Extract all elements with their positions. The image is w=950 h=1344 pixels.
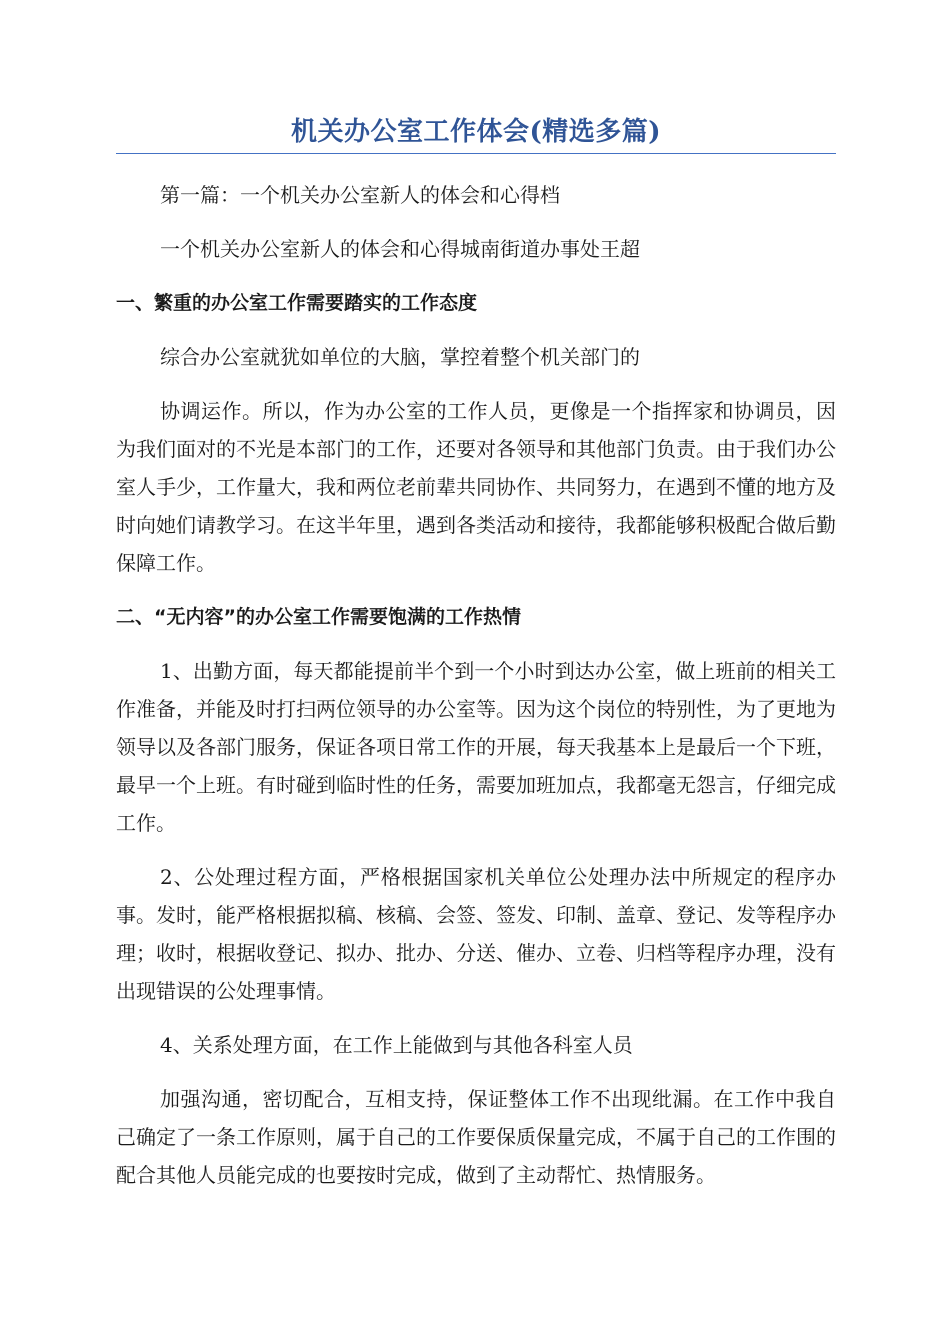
document-page: [116, 112, 836, 1194]
paragraph: 第一篇：一个机关办公室新人的体会和心得档: [160, 183, 560, 207]
paragraph: 1、出勤方面，每天都能提前半个到一个小时到达办公室，做上班前的相关工作准备，并能及时打扫两位领导的办公室等。因为这个岗位的特别性，为了更地为领导以及各部门服务，保证各项日常工作的开展，每天我基本上是最后一个下班，最早一个上班。有时碰到临时性的任务，需要加班加点，我都毫无怨言，仔细完成工作。: [116, 659, 836, 835]
section-heading: 二、“无内容”的办公室工作需要饱满的工作热情: [116, 606, 521, 628]
paragraph: 综合办公室就犹如单位的大脑，掌控着整个机关部门的: [160, 345, 640, 369]
document-title: 机关办公室工作体会(精选多篇): [290, 117, 662, 147]
paragraph: 4、关系处理方面，在工作上能做到与其他各科室人员: [160, 1033, 633, 1057]
paragraph: 协调运作。所以，作为办公室的工作人员，更像是一个指挥家和协调员，因为我们面对的不光是本部门的工作，还要对各领导和其他部门负责。由于我们办公室人手少，工作量大，我和两位老前辈共同协作、共同努力，在遇到不懂的地方及时向她们请教学习。在这半年里，遇到各类活动和接待，我都能够积极配合做后勤保障工作。: [116, 399, 836, 575]
paragraph: 加强沟通，密切配合，互相支持，保证整体工作不出现纰漏。在工作中我自己确定了一条工作原则，属于自己的工作要保质保量完成，不属于自己的工作围的配合其他人员能完成的也要按时完成，做到了主动帮忙、热情服务。: [116, 1087, 836, 1187]
section-heading: 一、繁重的办公室工作需要踏实的工作态度: [116, 292, 478, 314]
paragraph: 一个机关办公室新人的体会和心得城南街道办事处王超: [160, 237, 640, 261]
paragraph: 2、公处理过程方面，严格根据国家机关单位公处理办法中所规定的程序办事。发时，能严格根据拟稿、核稿、会签、签发、印制、盖章、登记、发等程序办理；收时，根据收登记、拟办、批办、分送、催办、立卷、归档等程序办理，没有出现错误的公处理事情。: [116, 865, 836, 1003]
